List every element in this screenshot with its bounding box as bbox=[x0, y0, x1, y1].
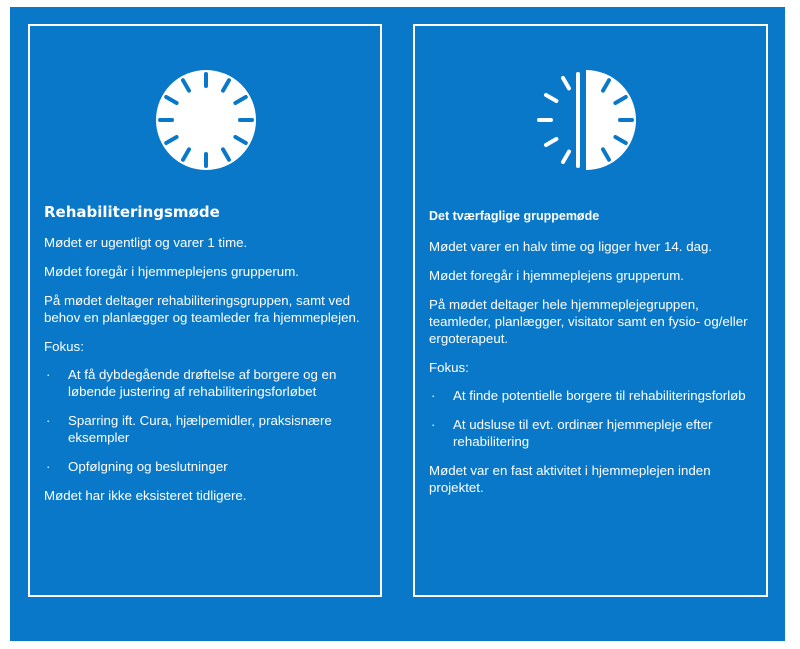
closing-text: Mødet var en fast aktivitet i hjemmeplejen inden projektet. bbox=[429, 463, 711, 495]
card-content bbox=[429, 208, 754, 508]
card-title: Det tværfaglige gruppemøde bbox=[429, 209, 600, 223]
card-paragraph: På mødet deltager hele hjemmeplejegruppen, teamleder, planlægger, visitator samt en fysio- og/eller ergoterapeut. bbox=[429, 297, 748, 346]
info-panel bbox=[10, 7, 785, 641]
list-item-text: Sparring ift. Cura, hjælpemidler, praksisnære eksempler bbox=[68, 413, 332, 445]
closing-text: Mødet har ikke eksisteret tidligere. bbox=[44, 488, 247, 503]
card-title: Rehabiliteringsmøde bbox=[44, 203, 220, 221]
list-item bbox=[44, 458, 368, 475]
bullet-icon: · bbox=[431, 417, 436, 432]
half-clock-icon bbox=[531, 70, 641, 170]
bullet-icon: · bbox=[46, 459, 51, 474]
card-content bbox=[44, 204, 368, 516]
full-clock-icon bbox=[156, 70, 256, 170]
card-rehabiliteringsmode bbox=[28, 24, 382, 597]
card-paragraph: Mødet er ugentligt og varer 1 time. bbox=[44, 235, 248, 250]
focus-label: Fokus: bbox=[44, 339, 84, 354]
list-item bbox=[44, 412, 368, 446]
focus-list bbox=[429, 387, 754, 450]
bullet-icon: · bbox=[46, 367, 51, 382]
list-item-text: At finde potentielle borgere til rehabiliteringsforløb bbox=[453, 388, 746, 403]
card-paragraph: Mødet foregår i hjemmeplejens grupperum. bbox=[44, 264, 299, 279]
list-item-text: At udsluse til evt. ordinær hjemmepleje efter rehabilitering bbox=[453, 417, 713, 449]
list-item bbox=[44, 366, 368, 400]
list-item bbox=[429, 416, 754, 450]
list-item bbox=[429, 387, 754, 404]
focus-label: Fokus: bbox=[429, 360, 469, 375]
bullet-icon: · bbox=[431, 388, 436, 403]
card-paragraph: Mødet varer en halv time og ligger hver 14. dag. bbox=[429, 239, 713, 254]
list-item-text: Opfølgning og beslutninger bbox=[68, 459, 228, 474]
list-item-text: At få dybdegående drøftelse af borgere og en løbende justering af rehabiliteringsforløbet bbox=[68, 367, 337, 399]
bullet-icon: · bbox=[46, 413, 51, 428]
card-paragraph: På mødet deltager rehabiliteringsgruppen, samt ved behov en planlægger og teamleder fra hjemmeplejen. bbox=[44, 293, 360, 325]
card-tvaerfaglige-gruppemode bbox=[413, 24, 768, 597]
focus-list bbox=[44, 366, 368, 475]
card-paragraph: Mødet foregår i hjemmeplejens grupperum. bbox=[429, 268, 684, 283]
